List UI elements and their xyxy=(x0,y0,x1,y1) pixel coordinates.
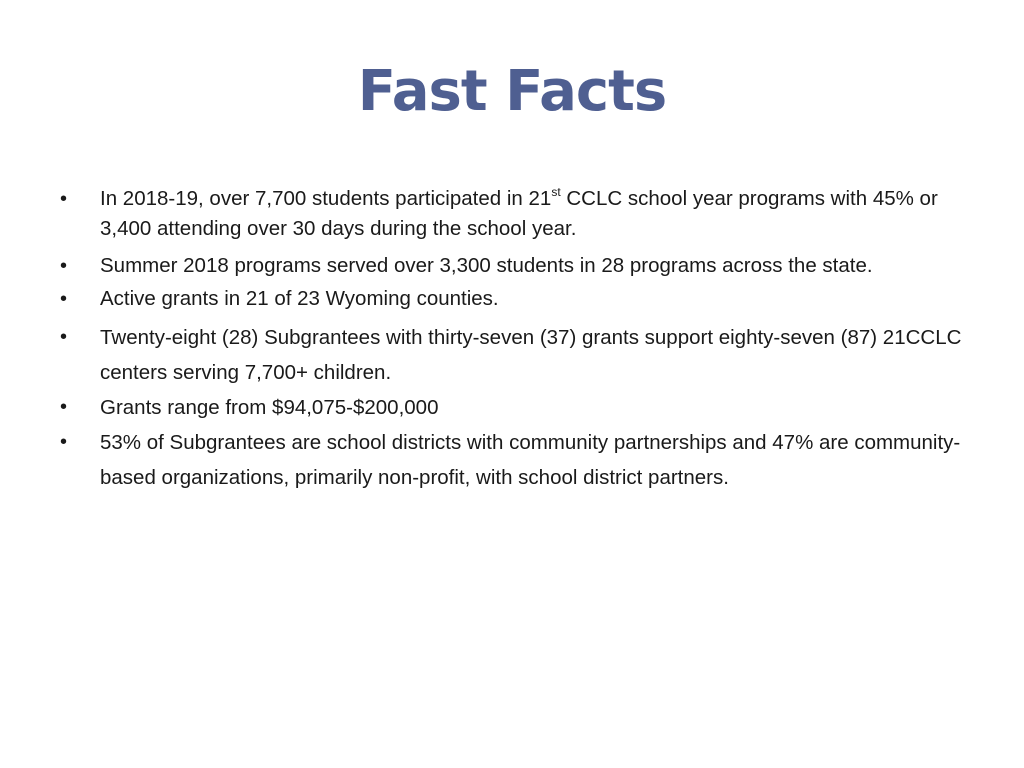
fact-item xyxy=(58,425,978,495)
fact-text: Grants range from $94,075-$200,000 xyxy=(100,396,439,419)
fact-text: Twenty-eight (28) Subgrantees with thirty-seven (37) grants support eighty-seven (87) 21CCLC centers serving 7,700+ children. xyxy=(100,326,962,384)
bullet-icon: • xyxy=(60,431,68,453)
fact-text: Active grants in 21 of 23 Wyoming counties. xyxy=(100,287,499,310)
fact-item xyxy=(58,184,978,244)
bullet-icon: • xyxy=(60,396,68,418)
slide-title: Fast Facts xyxy=(357,59,667,124)
fact-superscript: st xyxy=(551,185,561,199)
bullet-icon: • xyxy=(60,288,68,310)
fact-item xyxy=(58,320,978,390)
fact-item xyxy=(58,390,978,425)
bullet-icon: • xyxy=(60,188,68,210)
fact-text: Summer 2018 programs served over 3,300 students in 28 programs across the state. xyxy=(100,254,873,277)
fact-item xyxy=(58,251,978,281)
bullet-icon: • xyxy=(60,255,68,277)
fact-list xyxy=(58,184,978,495)
bullet-icon: • xyxy=(60,326,68,348)
fact-item xyxy=(58,284,978,314)
fact-text-start: In 2018-19, over 7,700 students participated in 21 xyxy=(100,187,552,210)
fact-text-end: CCLC school year programs with 45% or 3,400 attending over 30 days during the school year. xyxy=(100,187,938,240)
fact-text: 53% of Subgrantees are school districts with community partnerships and 47% are community-based organizations, primarily non-profit, with school district partners. xyxy=(100,431,961,489)
